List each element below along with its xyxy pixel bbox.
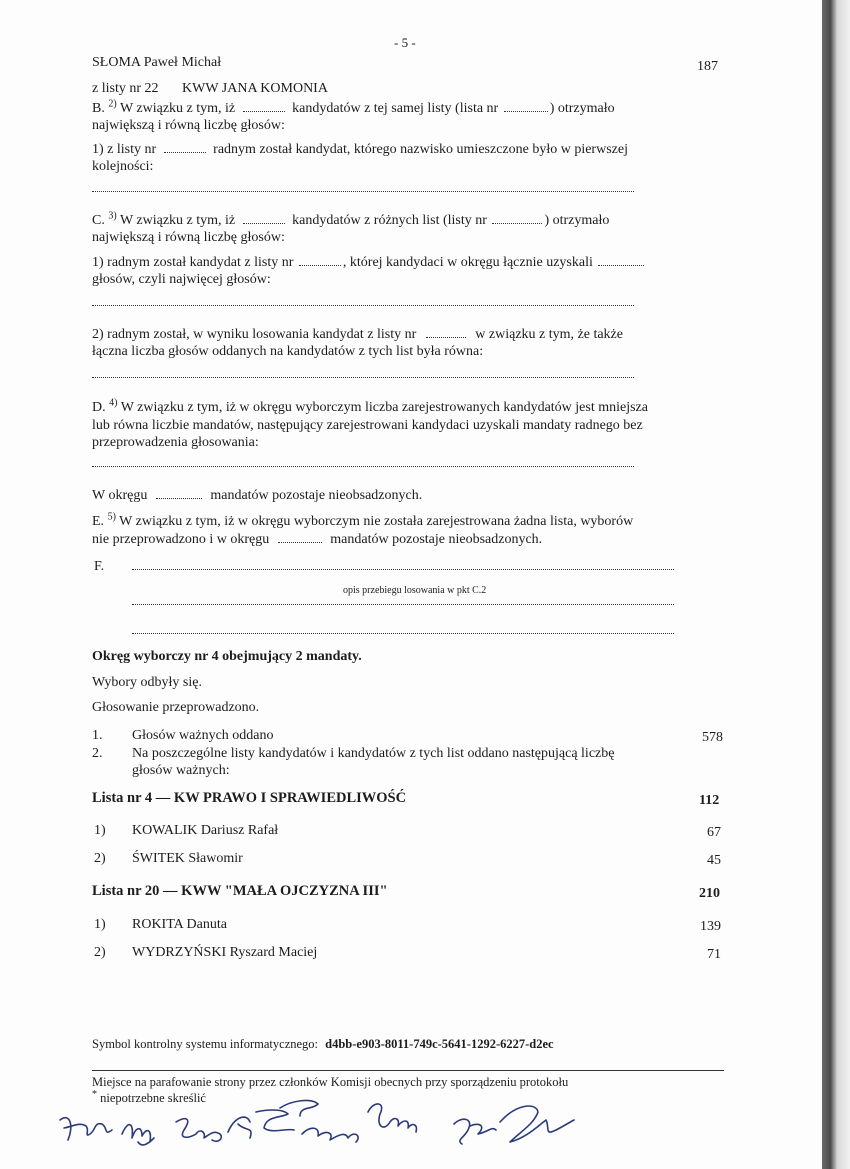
fill-line bbox=[492, 216, 542, 224]
section-d-footnote: 4) bbox=[109, 397, 118, 409]
fill-line bbox=[243, 104, 285, 112]
list-title: Lista nr 20 — KWW "MAŁA OJCZYZNA III" bbox=[92, 883, 388, 899]
list-title: Lista nr 4 — KW PRAWO I SPRAWIEDLIWOŚĆ bbox=[92, 790, 407, 806]
candidate-name: ŚWITEK Sławomir bbox=[132, 851, 243, 866]
dotted-answer-line bbox=[132, 633, 674, 634]
fill-line bbox=[278, 535, 322, 543]
section-b-text-a: W związku z tym, iż bbox=[119, 101, 236, 116]
signature-stroke bbox=[60, 1118, 112, 1140]
dotted-answer-line bbox=[92, 377, 634, 378]
item1-number: 1. bbox=[92, 728, 103, 743]
section-b-item1 bbox=[92, 141, 628, 158]
section-d-text: W związku z tym, iż w okręgu wyborczym liczba zarejestrowanych kandydatów jest mniejsza bbox=[120, 400, 648, 415]
section-c-item1-line2: głosów, czyli najwięcej głosów: bbox=[92, 272, 271, 287]
signature-stroke bbox=[280, 1101, 318, 1116]
signature-stroke bbox=[176, 1119, 221, 1142]
fill-line bbox=[598, 258, 644, 266]
section-c-item1-b: , której kandydaci w okręgu łącznie uzyskali bbox=[342, 255, 593, 270]
section-e-text: W związku z tym, iż w okręgu wyborczym nie została zarejestrowana żadna lista, wyborów bbox=[119, 514, 634, 529]
dotted-answer-line bbox=[132, 569, 674, 570]
candidate-name: WYDRZYŃSKI Ryszard Maciej bbox=[132, 945, 318, 960]
candidate-name: KOWALIK Dariusz Rafał bbox=[132, 823, 279, 838]
section-c-item2-a: 2) radnym został, w wyniku losowania kandydat z listy nr bbox=[92, 327, 417, 342]
section-c-item2 bbox=[92, 326, 623, 343]
section-c-line2: największą i równą liczbę głosów: bbox=[92, 230, 285, 245]
scan-edge bbox=[822, 0, 850, 1169]
section-b-line2: największą i równą liczbę głosów: bbox=[92, 118, 285, 133]
handwritten-initials bbox=[50, 1082, 580, 1162]
strike-mark: * bbox=[92, 1088, 97, 1100]
candidate-number: 1) bbox=[94, 823, 106, 838]
section-b-item1-line2: kolejności: bbox=[92, 159, 154, 174]
list-line-prefix: z listy nr 22 bbox=[92, 81, 159, 96]
section-e-line2-a: nie przeprowadzono i w okręgu bbox=[92, 532, 270, 547]
candidate-votes: 67 bbox=[707, 825, 721, 840]
section-b-item1-b: radnym został kandydat, którego nazwisko umieszczone było w pierwszej bbox=[213, 142, 628, 157]
candidate-number: 2) bbox=[94, 945, 106, 960]
section-d-line1 bbox=[92, 399, 648, 416]
person-number: 187 bbox=[697, 59, 718, 74]
item2-number: 2. bbox=[92, 746, 103, 761]
section-e-line1 bbox=[92, 513, 633, 530]
section-b-letter: B. bbox=[92, 101, 105, 116]
dotted-answer-line bbox=[92, 191, 634, 192]
section-d-vacant-a: W okręgu bbox=[92, 488, 148, 503]
section-e-line2 bbox=[92, 531, 542, 548]
section-c-item1-a: 1) radnym został kandydat z listy nr bbox=[92, 255, 294, 270]
list-line-name: KWW JANA KOMONIA bbox=[182, 81, 328, 96]
control-symbol-code: d4bb-e903-8011-749c-5641-1292-6227-d2ec bbox=[325, 1037, 554, 1051]
section-c-item1 bbox=[92, 254, 646, 271]
section-c-text-c: ) otrzymało bbox=[544, 213, 610, 228]
signature-stroke bbox=[500, 1106, 574, 1142]
section-d-line2: lub równa liczbie mandatów, następujący zarejestrowani kandydaci uzyskali mandaty radnego bez bbox=[92, 418, 643, 433]
strike-note-text: niepotrzebne skreślić bbox=[100, 1091, 206, 1105]
dotted-answer-line bbox=[132, 604, 674, 605]
fill-line bbox=[299, 258, 341, 266]
section-d-letter: D. bbox=[92, 400, 106, 415]
district-heading: Okręg wyborczy nr 4 obejmujący 2 mandaty. bbox=[92, 649, 362, 664]
fill-line bbox=[164, 145, 206, 153]
section-c-item2-line2: łączna liczba głosów oddanych na kandydatów z tych list była równa: bbox=[92, 344, 484, 359]
section-c-text-b: kandydatów z różnych list (listy nr bbox=[292, 213, 487, 228]
fill-line bbox=[156, 491, 202, 499]
section-f-letter: F. bbox=[94, 559, 105, 574]
candidate-number: 1) bbox=[94, 917, 106, 932]
section-c-line1 bbox=[92, 212, 609, 229]
signature-stroke bbox=[228, 1110, 294, 1138]
list-total: 112 bbox=[699, 793, 720, 808]
footer-divider bbox=[92, 1070, 724, 1071]
signature-stroke bbox=[368, 1104, 416, 1132]
control-symbol-label: Symbol kontrolny systemu informatycznego: bbox=[92, 1037, 319, 1051]
section-e-line2-b: mandatów pozostaje nieobsadzonych. bbox=[330, 532, 543, 547]
district-held: Wybory odbyły się. bbox=[92, 675, 202, 690]
candidate-name: ROKITA Danuta bbox=[132, 917, 227, 932]
dotted-answer-line bbox=[92, 466, 634, 467]
item2-line1: Na poszczególne listy kandydatów i kandydatów z tych list oddano następującą liczbę bbox=[132, 746, 615, 761]
page-number: - 5 - bbox=[394, 35, 416, 50]
section-c-item2-b: w związku z tym, że także bbox=[475, 327, 623, 342]
item2-line2: głosów ważnych: bbox=[132, 763, 230, 778]
signature-stroke bbox=[454, 1119, 496, 1144]
item1-label: Głosów ważnych oddano bbox=[132, 728, 274, 743]
item1-value: 578 bbox=[702, 730, 723, 745]
section-c-letter: C. bbox=[92, 213, 105, 228]
person-name: SŁOMA Paweł Michał bbox=[92, 55, 222, 70]
signature-stroke bbox=[122, 1125, 154, 1145]
section-d-line3: przeprowadzenia głosowania: bbox=[92, 435, 259, 450]
dotted-answer-line bbox=[92, 305, 634, 306]
list-total: 210 bbox=[699, 886, 720, 901]
control-symbol bbox=[92, 1036, 554, 1053]
section-b-text-c: ) otrzymało bbox=[549, 101, 615, 116]
section-b-text-b: kandydatów z tej samej listy (lista nr bbox=[292, 101, 499, 116]
fill-line bbox=[504, 104, 548, 112]
signature-stroke bbox=[302, 1128, 358, 1142]
section-f-caption: opis przebiegu losowania w pkt C.2 bbox=[343, 585, 487, 596]
section-b-item1-a: 1) z listy nr bbox=[92, 142, 157, 157]
section-b-line1 bbox=[92, 100, 615, 117]
section-c-footnote: 3) bbox=[108, 210, 117, 222]
section-e-letter: E. bbox=[92, 514, 105, 529]
fill-line bbox=[243, 216, 285, 224]
section-d-vacant bbox=[92, 487, 422, 504]
candidate-number: 2) bbox=[94, 851, 106, 866]
fill-line bbox=[426, 330, 466, 338]
section-e-footnote: 5) bbox=[107, 511, 116, 523]
section-b-footnote: 2) bbox=[108, 98, 117, 110]
candidate-votes: 139 bbox=[700, 919, 721, 934]
initials-note: Miejsce na parafowanie strony przez członków Komisji obecnych przy sporządzeniu protokołu bbox=[92, 1075, 569, 1089]
candidate-votes: 45 bbox=[707, 853, 721, 868]
candidate-votes: 71 bbox=[707, 947, 721, 962]
section-d-vacant-b: mandatów pozostaje nieobsadzonych. bbox=[210, 488, 423, 503]
list-line bbox=[92, 80, 328, 97]
section-c-text-a: W związku z tym, iż bbox=[119, 213, 236, 228]
district-voting: Głosowanie przeprowadzono. bbox=[92, 700, 260, 715]
